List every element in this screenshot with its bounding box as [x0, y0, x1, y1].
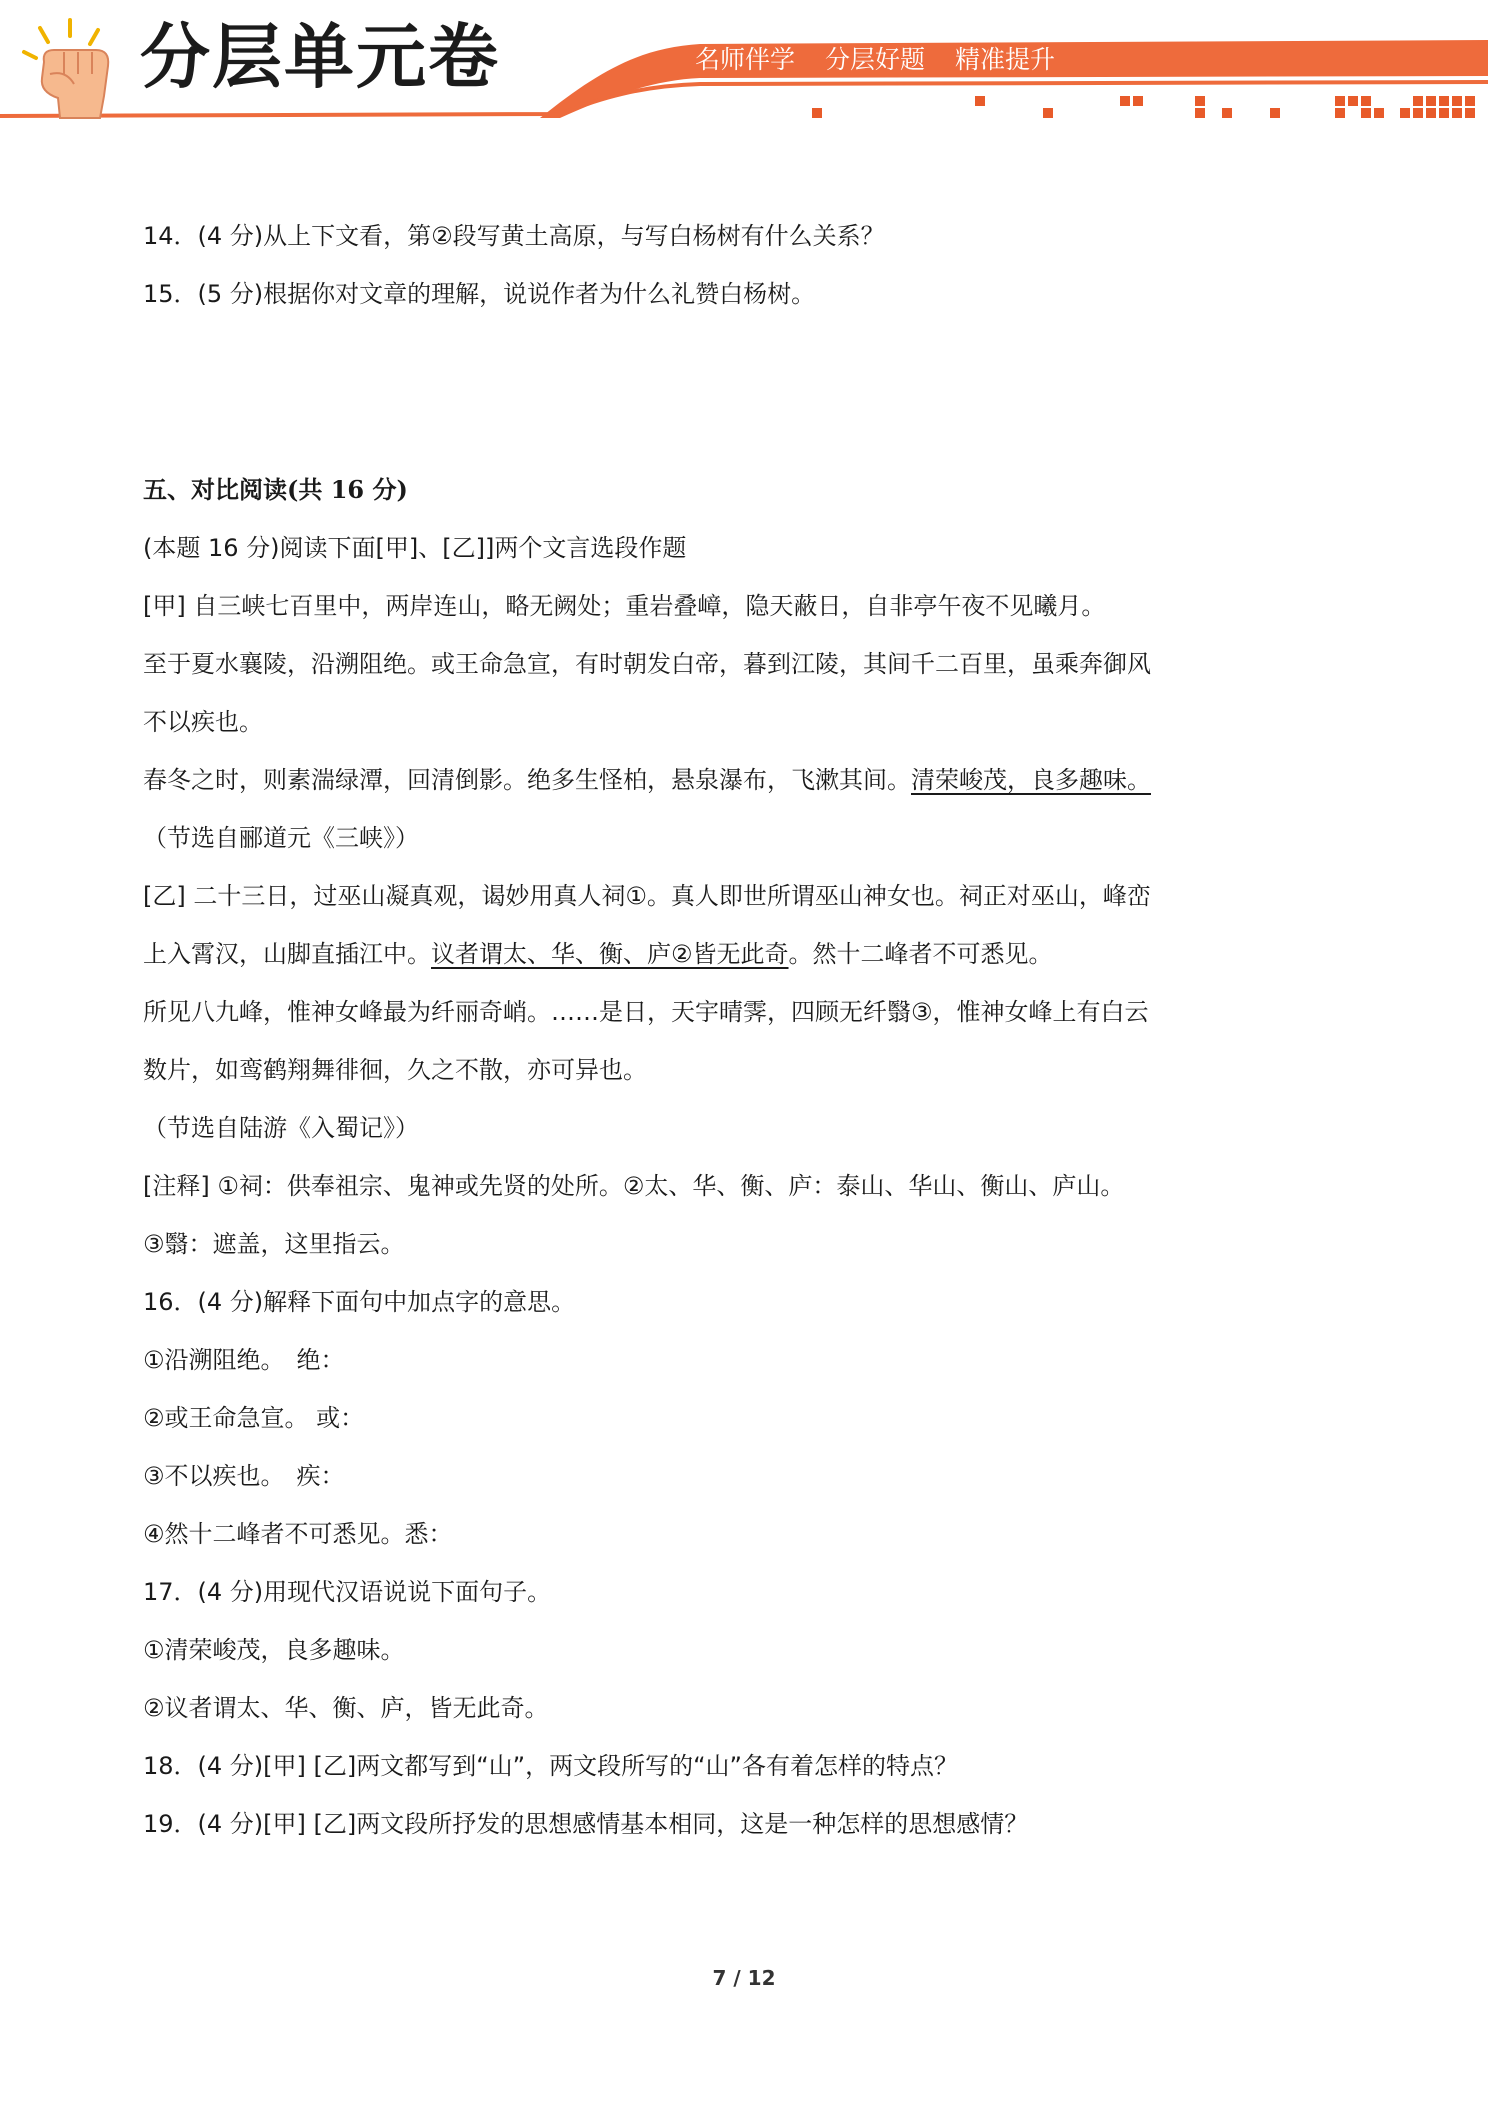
passage-text: 春冬之时，则素湍绿潭，回清倒影。绝多生怪柏，悬泉瀑布，飞漱其间。	[143, 766, 911, 794]
reading-instructions: (本题 16 分)阅读下面[甲]、[乙]]两个文言选段作题	[143, 534, 687, 562]
question-16-item: ③不以疾也。 疾：	[143, 1462, 345, 1490]
passage-jia-line: 至于夏水襄陵，沿溯阻绝。或王命急宣，有时朝发白帝，暮到江陵，其间千二百里，虽乘奔御风	[143, 650, 1151, 678]
annotation: ③翳：遮盖，这里指云。	[143, 1230, 405, 1258]
passage-yi-line: 数片，如鸾鹤翔舞徘徊，久之不散，亦可异也。	[143, 1056, 647, 1084]
question-17-item: ①清荣峻茂，良多趣味。	[143, 1636, 405, 1664]
question-17-item: ②议者谓太、华、衡、庐，皆无此奇。	[143, 1694, 549, 1722]
page-header	[0, 0, 1488, 130]
underlined-sentence: 议者谓太、华、衡、庐②皆无此奇	[431, 940, 789, 968]
question-16-item: ④然十二峰者不可悉见。悉：	[143, 1520, 453, 1548]
question-16-item: ②或王命急宣。 或：	[143, 1404, 365, 1432]
slogan-item: 精准提升	[955, 45, 1056, 74]
slogan-item: 名师伴学	[695, 45, 796, 74]
passage-yi-line	[143, 938, 1053, 970]
question-19: 19．(4 分)[甲] [乙]两文段所抒发的思想感情基本相同，这是一种怎样的思想感情？	[143, 1810, 1029, 1838]
passage-text: 上入霄汉，山脚直插江中。	[143, 940, 431, 968]
question-15: 15．(5 分)根据你对文章的理解，说说作者为什么礼赞白杨树。	[143, 280, 816, 308]
slogan-item: 分层好题	[825, 45, 926, 74]
passage-text: 。然十二峰者不可悉见。	[788, 940, 1053, 968]
passage-source: （节选自陆游《入蜀记》）	[143, 1114, 419, 1142]
passage-source: （节选自郦道元《三峡》）	[143, 824, 419, 852]
slogan-bar	[695, 42, 1055, 78]
question-18: 18．(4 分)[甲] [乙]两文都写到“山”，两文段所写的“山”各有着怎样的特点？	[143, 1752, 958, 1780]
passage-yi-line: [乙] 二十三日，过巫山凝真观，谒妙用真人祠①。真人即世所谓巫山神女也。祠正对巫山，峰峦	[143, 882, 1151, 910]
underlined-sentence: 清荣峻茂，良多趣味。	[911, 766, 1151, 794]
section-heading: 五、对比阅读(共 16 分)	[143, 475, 408, 504]
annotation: [注释] ①祠：供奉祖宗、鬼神或先贤的处所。②太、华、衡、庐：泰山、华山、衡山、庐山。	[143, 1172, 1125, 1200]
decorative-dots	[812, 96, 1475, 118]
passage-jia-line: 不以疾也。	[143, 708, 263, 736]
passage-jia-line: [甲] 自三峡七百里中，两岸连山，略无阙处；重岩叠嶂，隐天蔽日，自非亭午夜不见曦月。	[143, 592, 1106, 620]
question-17: 17．(4 分)用现代汉语说说下面句子。	[143, 1578, 552, 1606]
question-16-item: ①沿溯阻绝。 绝：	[143, 1346, 345, 1374]
raised-fist-icon	[24, 20, 108, 118]
question-16: 16．(4 分)解释下面句中加点字的意思。	[143, 1288, 576, 1316]
passage-yi-line: 所见八九峰，惟神女峰最为纤丽奇峭。……是日，天宇晴霁，四顾无纤翳③，惟神女峰上有白云	[143, 998, 1149, 1026]
question-14: 14．(4 分)从上下文看，第②段写黄土高原，与写白杨树有什么关系？	[143, 222, 885, 250]
brand-title: 分层单元卷	[140, 16, 500, 98]
passage-jia-line	[143, 764, 1151, 796]
page-number: 7 / 12	[712, 1966, 776, 1990]
